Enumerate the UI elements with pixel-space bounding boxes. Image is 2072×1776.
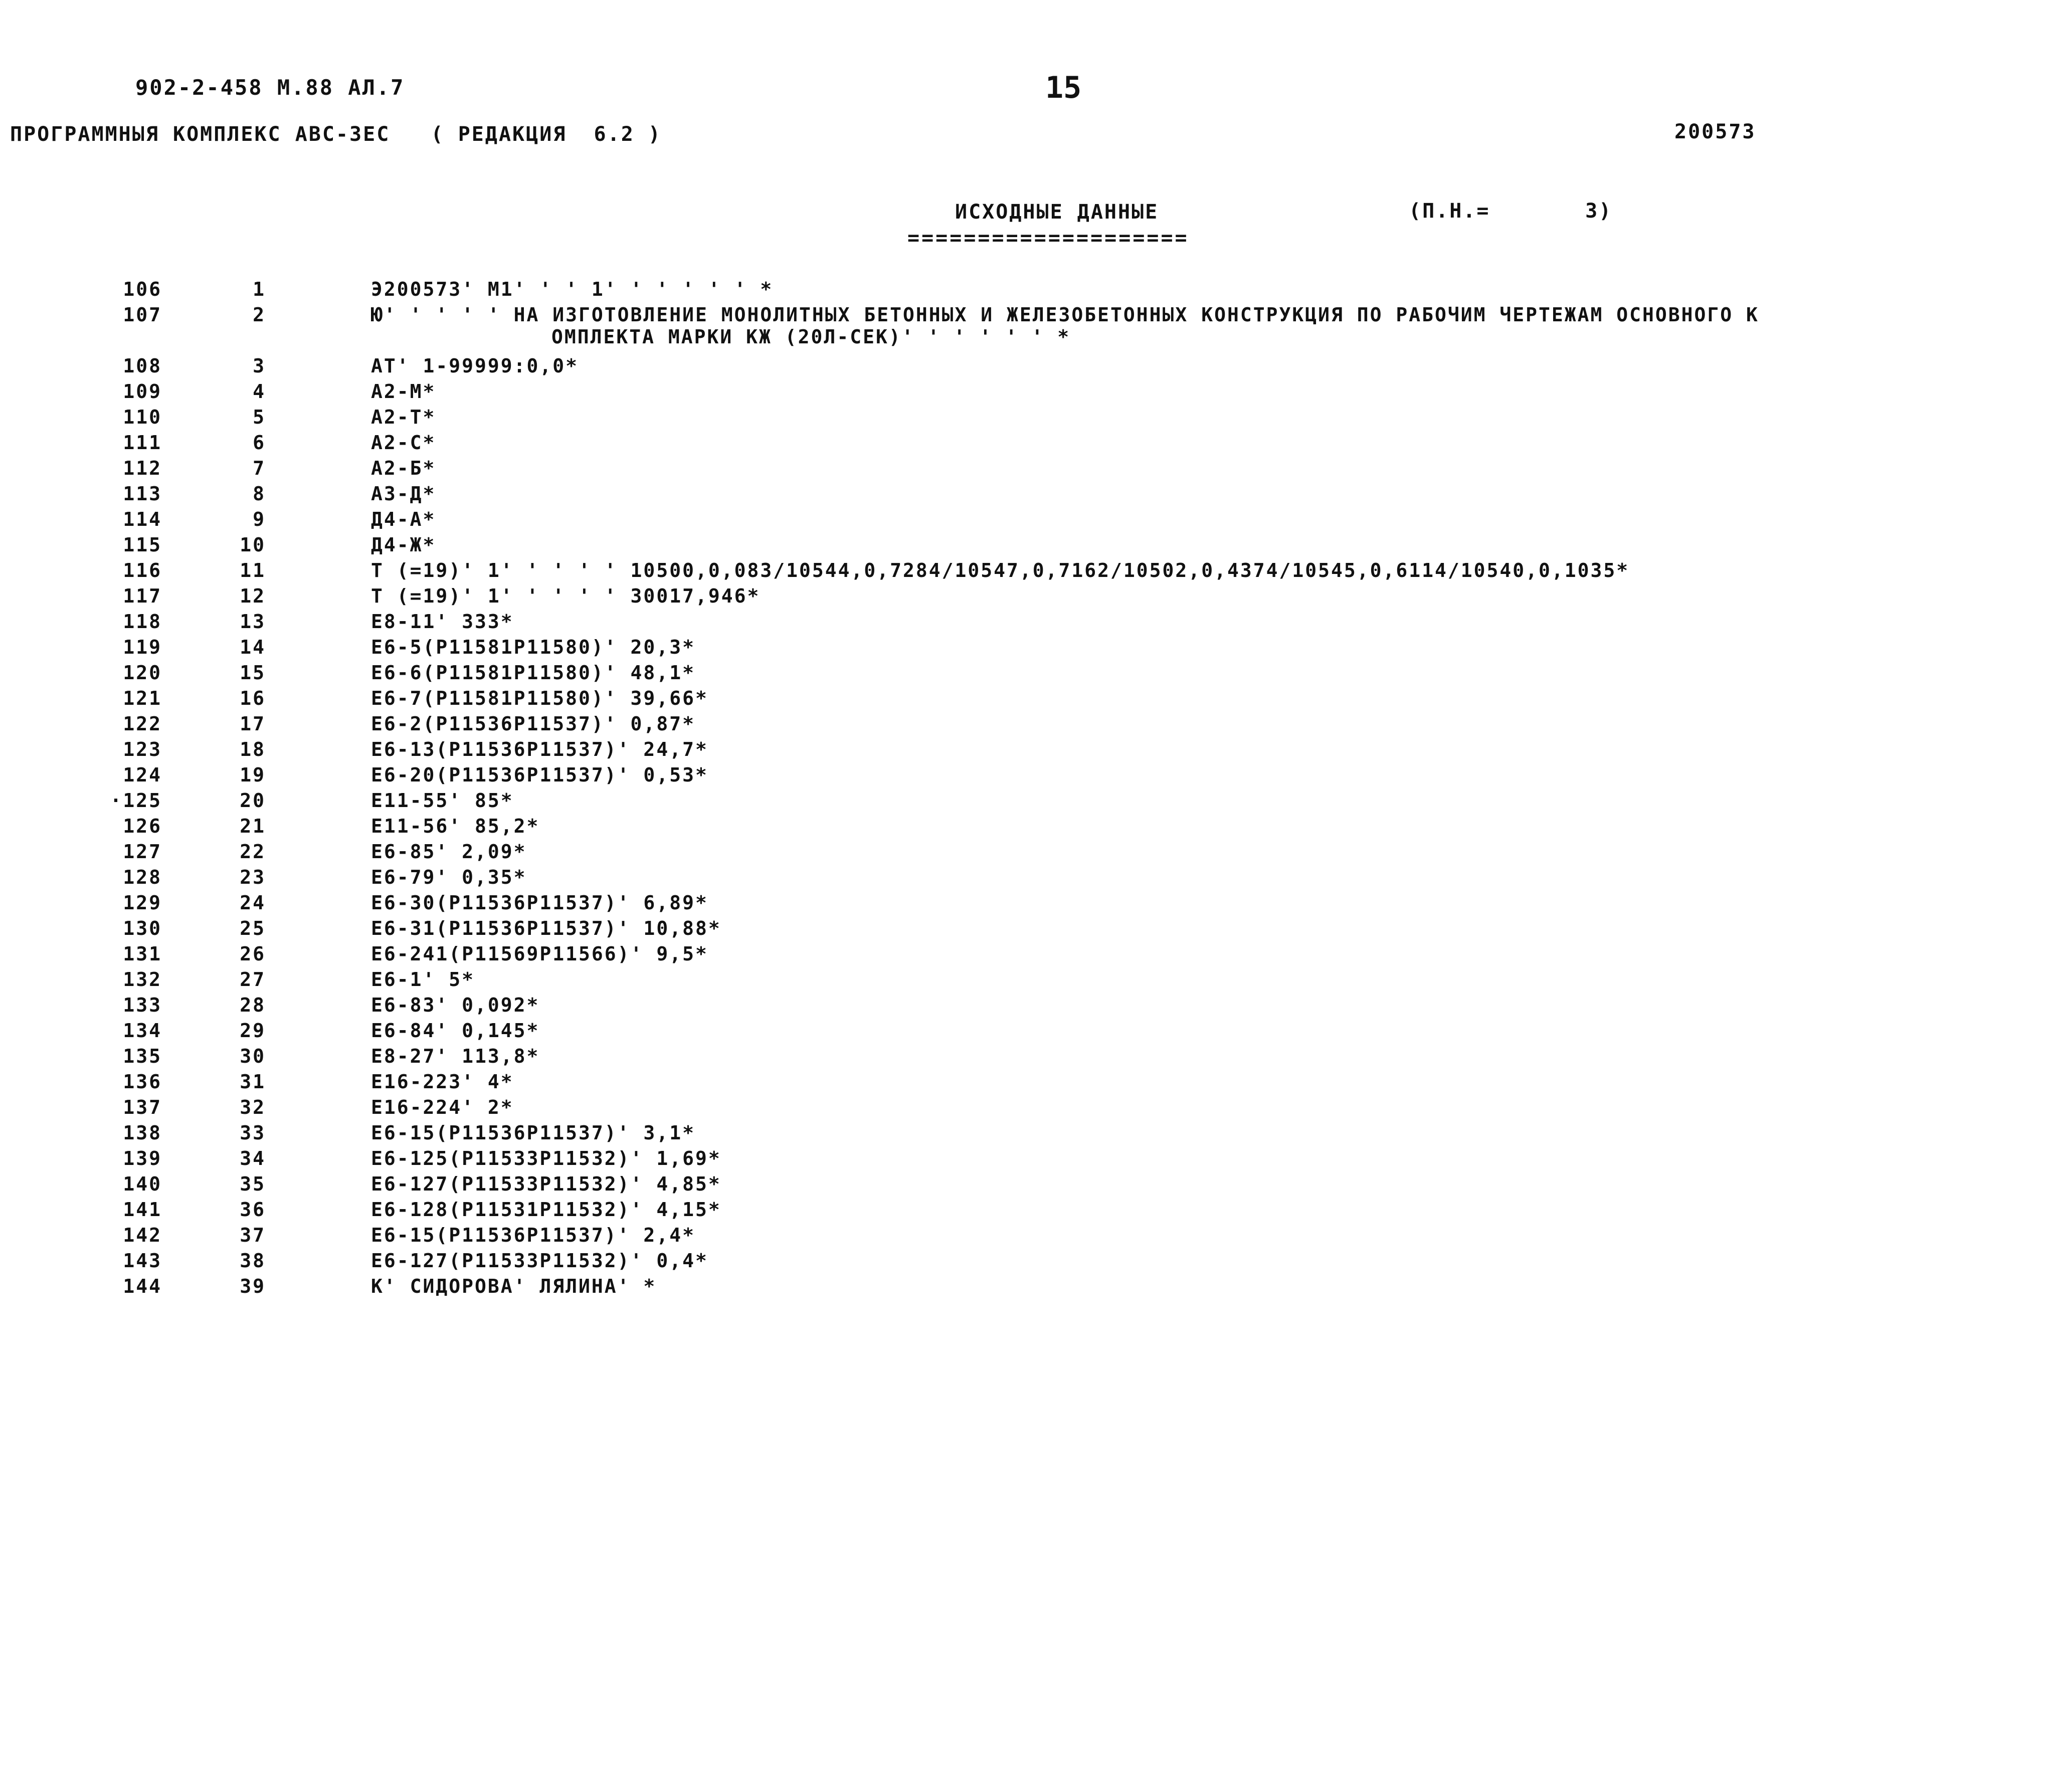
listing-row: [0, 1096, 2072, 1122]
sequence-number: 13: [240, 611, 266, 633]
line-number: 129: [123, 892, 162, 914]
listing-row: [0, 457, 2072, 483]
listing-rows: [0, 278, 2072, 1301]
record-text-main: Е6-30(Р11536Р11537)' 6,89*: [371, 892, 708, 914]
listing-row: [0, 1199, 2072, 1224]
line-number: 119: [123, 636, 162, 658]
line-number: 142: [123, 1224, 162, 1246]
record-text: [371, 559, 2055, 581]
listing-row: [0, 508, 2072, 534]
listing-row: [0, 380, 2072, 406]
line-number: 137: [123, 1096, 162, 1118]
document-code: 902-2-458 М.88 АЛ.7: [135, 75, 405, 100]
record-text-main: Е6-125(Р11533Р11532)' 1,69*: [371, 1147, 721, 1169]
record-text: [371, 1071, 2055, 1093]
line-number: 114: [123, 508, 162, 530]
record-text: [371, 1173, 2055, 1195]
listing-row: [0, 815, 2072, 841]
listing-row: [0, 738, 2072, 764]
sequence-number: 28: [240, 994, 266, 1016]
listing-row: [0, 943, 2072, 968]
record-text-main: Е6-128(Р11531Р11532)' 4,15*: [371, 1199, 721, 1221]
line-number: 134: [123, 1020, 162, 1042]
listing-row: [0, 994, 2072, 1020]
sequence-number: 11: [240, 559, 266, 581]
line-number: 124: [123, 764, 162, 786]
record-text-main: Е6-20(Р11536Р11537)' 0,53*: [371, 764, 708, 786]
record-text-main: АТ' 1-99999:0,0*: [371, 355, 579, 377]
program-title: ПРОГРАММНЫЯ КОМПЛЕКС АВС-3ЕС ( РЕДАКЦИЯ 6.2 ): [10, 123, 662, 146]
listing-row: [0, 764, 2072, 790]
section-underline: ====================: [907, 227, 1189, 250]
record-text: [371, 457, 2055, 479]
sequence-number: 6: [253, 432, 266, 454]
record-text-main: Е6-241(Р11569Р11566)' 9,5*: [371, 943, 708, 965]
line-number: 109: [123, 380, 162, 403]
record-text-main: Е6-1' 5*: [371, 968, 475, 991]
section-title: ИСХОДНЫЕ ДАННЫЕ: [955, 201, 1159, 224]
record-text-main: А2-Б*: [371, 457, 436, 479]
record-text: [371, 687, 2055, 709]
record-text-main: Е6-5(Р11581Р11580)' 20,3*: [371, 636, 695, 658]
record-text-main: Е8-27' 113,8*: [371, 1045, 540, 1067]
record-text: [371, 790, 2055, 812]
line-number: 144: [123, 1275, 162, 1297]
listing-row: [0, 278, 2072, 304]
line-number: 143: [123, 1250, 162, 1272]
record-text-main: А2-С*: [371, 432, 436, 454]
listing-row: [0, 304, 2072, 355]
sequence-number: 16: [240, 687, 266, 709]
listing-row: [0, 1224, 2072, 1250]
listing-row: [0, 1122, 2072, 1147]
sequence-number: 4: [253, 380, 266, 403]
record-text-main: Е6-7(Р11581Р11580)' 39,66*: [371, 687, 708, 709]
listing-row: [0, 585, 2072, 611]
listing-row: [0, 687, 2072, 713]
record-text: [371, 1020, 2055, 1042]
line-number: 135: [123, 1045, 162, 1067]
listing-row: [0, 1071, 2072, 1096]
record-text: [371, 1275, 2055, 1297]
listing-row: [0, 892, 2072, 917]
line-number: 121: [123, 687, 162, 709]
sequence-number: 5: [253, 406, 266, 428]
record-text: [371, 738, 2055, 760]
line-number: 131: [123, 943, 162, 965]
record-text-main: Е6-84' 0,145*: [371, 1020, 540, 1042]
record-text: [371, 636, 2055, 658]
record-text-main: Ю' ' ' ' ' НА ИЗГОТОВЛЕНИЕ МОНОЛИТНЫХ БЕТОННЫХ И ЖЕЛЕЗОБЕТОННЫХ КОНСТРУКЦИЯ ПО РАБОЧИМ ЧЕРТЕЖАМ ОСНОВНОГО К: [371, 304, 1759, 326]
line-number: 117: [123, 585, 162, 607]
line-number: 126: [123, 815, 162, 837]
record-text: [371, 1199, 2055, 1221]
record-text-main: Д4-Ж*: [371, 534, 436, 556]
section-page-no: (П.Н.= 3): [1409, 200, 1613, 223]
record-text-main: Д4-А*: [371, 508, 436, 530]
listing-row: [0, 866, 2072, 892]
listing-row: [0, 1173, 2072, 1199]
line-number: 116: [123, 559, 162, 581]
sequence-number: 17: [240, 713, 266, 735]
sequence-number: 36: [240, 1199, 266, 1221]
sequence-number: 2: [253, 304, 266, 326]
record-text-main: Т (=19)' 1' ' ' ' ' 10500,0,083/10544,0,7284/10547,0,7162/10502,0,4374/10545,0,6114/10540,0,1035*: [371, 559, 1630, 581]
record-text: [371, 713, 2055, 735]
record-text-main: Е11-55' 85*: [371, 790, 514, 812]
sequence-number: 3: [253, 355, 266, 377]
record-text-main: Е8-11' 333*: [371, 611, 514, 633]
record-text: [371, 1250, 2055, 1272]
sequence-number: 39: [240, 1275, 266, 1297]
sequence-number: 23: [240, 866, 266, 888]
sequence-number: 24: [240, 892, 266, 914]
record-text-continuation: ОМПЛЕКТА МАРКИ КЖ (20Л-СЕК)' ' ' ' ' ' *: [551, 326, 1071, 348]
line-number: 115: [123, 534, 162, 556]
line-number: 132: [123, 968, 162, 991]
line-number: 141: [123, 1199, 162, 1221]
sequence-number: 10: [240, 534, 266, 556]
record-text-main: Е6-31(Р11536Р11537)' 10,88*: [371, 917, 721, 939]
sequence-number: 21: [240, 815, 266, 837]
record-text-main: А2-Т*: [371, 406, 436, 428]
record-text: [371, 662, 2055, 684]
record-text-main: Э200573' М1' ' ' 1' ' ' ' ' ' *: [371, 278, 774, 300]
listing-row: [0, 636, 2072, 662]
record-text-main: Е11-56' 85,2*: [371, 815, 540, 837]
line-number: 120: [123, 662, 162, 684]
record-text-main: Е6-127(Р11533Р11532)' 4,85*: [371, 1173, 721, 1195]
listing-row: [0, 1045, 2072, 1071]
sequence-number: 35: [240, 1173, 266, 1195]
sequence-number: 8: [253, 483, 266, 505]
sequence-number: 32: [240, 1096, 266, 1118]
record-text: [371, 943, 2055, 965]
sequence-number: 29: [240, 1020, 266, 1042]
record-text: [371, 508, 2055, 530]
sequence-number: 38: [240, 1250, 266, 1272]
sequence-number: 12: [240, 585, 266, 607]
sequence-number: 9: [253, 508, 266, 530]
line-number: 128: [123, 866, 162, 888]
record-text-main: Е6-2(Р11536Р11537)' 0,87*: [371, 713, 695, 735]
listing-row: [0, 841, 2072, 866]
record-text: [371, 432, 2055, 454]
record-text: [371, 1147, 2055, 1169]
record-text: [371, 585, 2055, 607]
sequence-number: 30: [240, 1045, 266, 1067]
line-number: ·125: [110, 790, 162, 812]
line-number: 136: [123, 1071, 162, 1093]
record-text-main: К' СИДОРОВА' ЛЯЛИНА' *: [371, 1275, 657, 1297]
record-text-main: Е6-6(Р11581Р11580)' 48,1*: [371, 662, 695, 684]
sequence-number: 31: [240, 1071, 266, 1093]
record-text-main: Е6-85' 2,09*: [371, 841, 527, 863]
line-number: 112: [123, 457, 162, 479]
sequence-number: 1: [253, 278, 266, 300]
sequence-number: 7: [253, 457, 266, 479]
sequence-number: 14: [240, 636, 266, 658]
sequence-number: 34: [240, 1147, 266, 1169]
record-text: [371, 815, 2055, 837]
listing-row: [0, 1147, 2072, 1173]
record-text-main: Е6-15(Р11536Р11537)' 3,1*: [371, 1122, 695, 1144]
record-text-main: Е16-223' 4*: [371, 1071, 514, 1093]
sequence-number: 27: [240, 968, 266, 991]
record-text: [371, 278, 2055, 300]
record-text: [371, 611, 2055, 633]
line-number: 140: [123, 1173, 162, 1195]
listing-row: [0, 355, 2072, 380]
listing-row: [0, 662, 2072, 687]
sequence-number: 18: [240, 738, 266, 760]
sequence-number: 22: [240, 841, 266, 863]
record-text: [371, 1096, 2055, 1118]
line-number: 110: [123, 406, 162, 428]
record-text: [371, 841, 2055, 863]
line-number: 122: [123, 713, 162, 735]
sequence-number: 19: [240, 764, 266, 786]
listing-row: [0, 432, 2072, 457]
record-text: [371, 483, 2055, 505]
line-number: 111: [123, 432, 162, 454]
listing-row: [0, 406, 2072, 432]
sequence-number: 25: [240, 917, 266, 939]
record-text-main: Е16-224' 2*: [371, 1096, 514, 1118]
record-text: [371, 892, 2055, 914]
line-number: 123: [123, 738, 162, 760]
record-text: [371, 534, 2055, 556]
line-number: 106: [123, 278, 162, 300]
line-number: 127: [123, 841, 162, 863]
line-number: 108: [123, 355, 162, 377]
sequence-number: 33: [240, 1122, 266, 1144]
sequence-number: 20: [240, 790, 266, 812]
record-text: [371, 355, 2055, 377]
listing-row: [0, 790, 2072, 815]
record-text-main: Е6-83' 0,092*: [371, 994, 540, 1016]
listing-row: [0, 1020, 2072, 1045]
record-text: [371, 764, 2055, 786]
listing-row: [0, 713, 2072, 738]
record-text: [371, 968, 2055, 991]
listing-row: [0, 1250, 2072, 1275]
listing-row: [0, 559, 2072, 585]
record-text: [371, 1122, 2055, 1144]
record-text: [371, 917, 2055, 939]
record-text-main: Т (=19)' 1' ' ' ' ' 30017,946*: [371, 585, 761, 607]
record-text: [371, 380, 2055, 403]
line-number: 139: [123, 1147, 162, 1169]
line-number: 113: [123, 483, 162, 505]
line-number: 130: [123, 917, 162, 939]
listing-row: [0, 483, 2072, 508]
page-number: 15: [1045, 70, 1082, 105]
record-text: [371, 406, 2055, 428]
record-text: [371, 994, 2055, 1016]
program-id: 200573: [1674, 120, 1756, 143]
line-number: 133: [123, 994, 162, 1016]
record-text: [371, 1224, 2055, 1246]
listing-row: [0, 1275, 2072, 1301]
record-text: [371, 1045, 2055, 1067]
record-text: [371, 866, 2055, 888]
record-text-main: Е6-79' 0,35*: [371, 866, 527, 888]
listing-row: [0, 611, 2072, 636]
line-number: 118: [123, 611, 162, 633]
record-text-main: Е6-127(Р11533Р11532)' 0,4*: [371, 1250, 708, 1272]
sequence-number: 26: [240, 943, 266, 965]
line-number: 107: [123, 304, 162, 326]
record-text-main: А2-М*: [371, 380, 436, 403]
line-number: 138: [123, 1122, 162, 1144]
listing-row: [0, 534, 2072, 559]
listing-row: [0, 917, 2072, 943]
record-text-main: Е6-15(Р11536Р11537)' 2,4*: [371, 1224, 695, 1246]
listing-row: [0, 968, 2072, 994]
sequence-number: 37: [240, 1224, 266, 1246]
sequence-number: 15: [240, 662, 266, 684]
record-text-main: А3-Д*: [371, 483, 436, 505]
record-text: [371, 304, 2055, 348]
record-text-main: Е6-13(Р11536Р11537)' 24,7*: [371, 738, 708, 760]
